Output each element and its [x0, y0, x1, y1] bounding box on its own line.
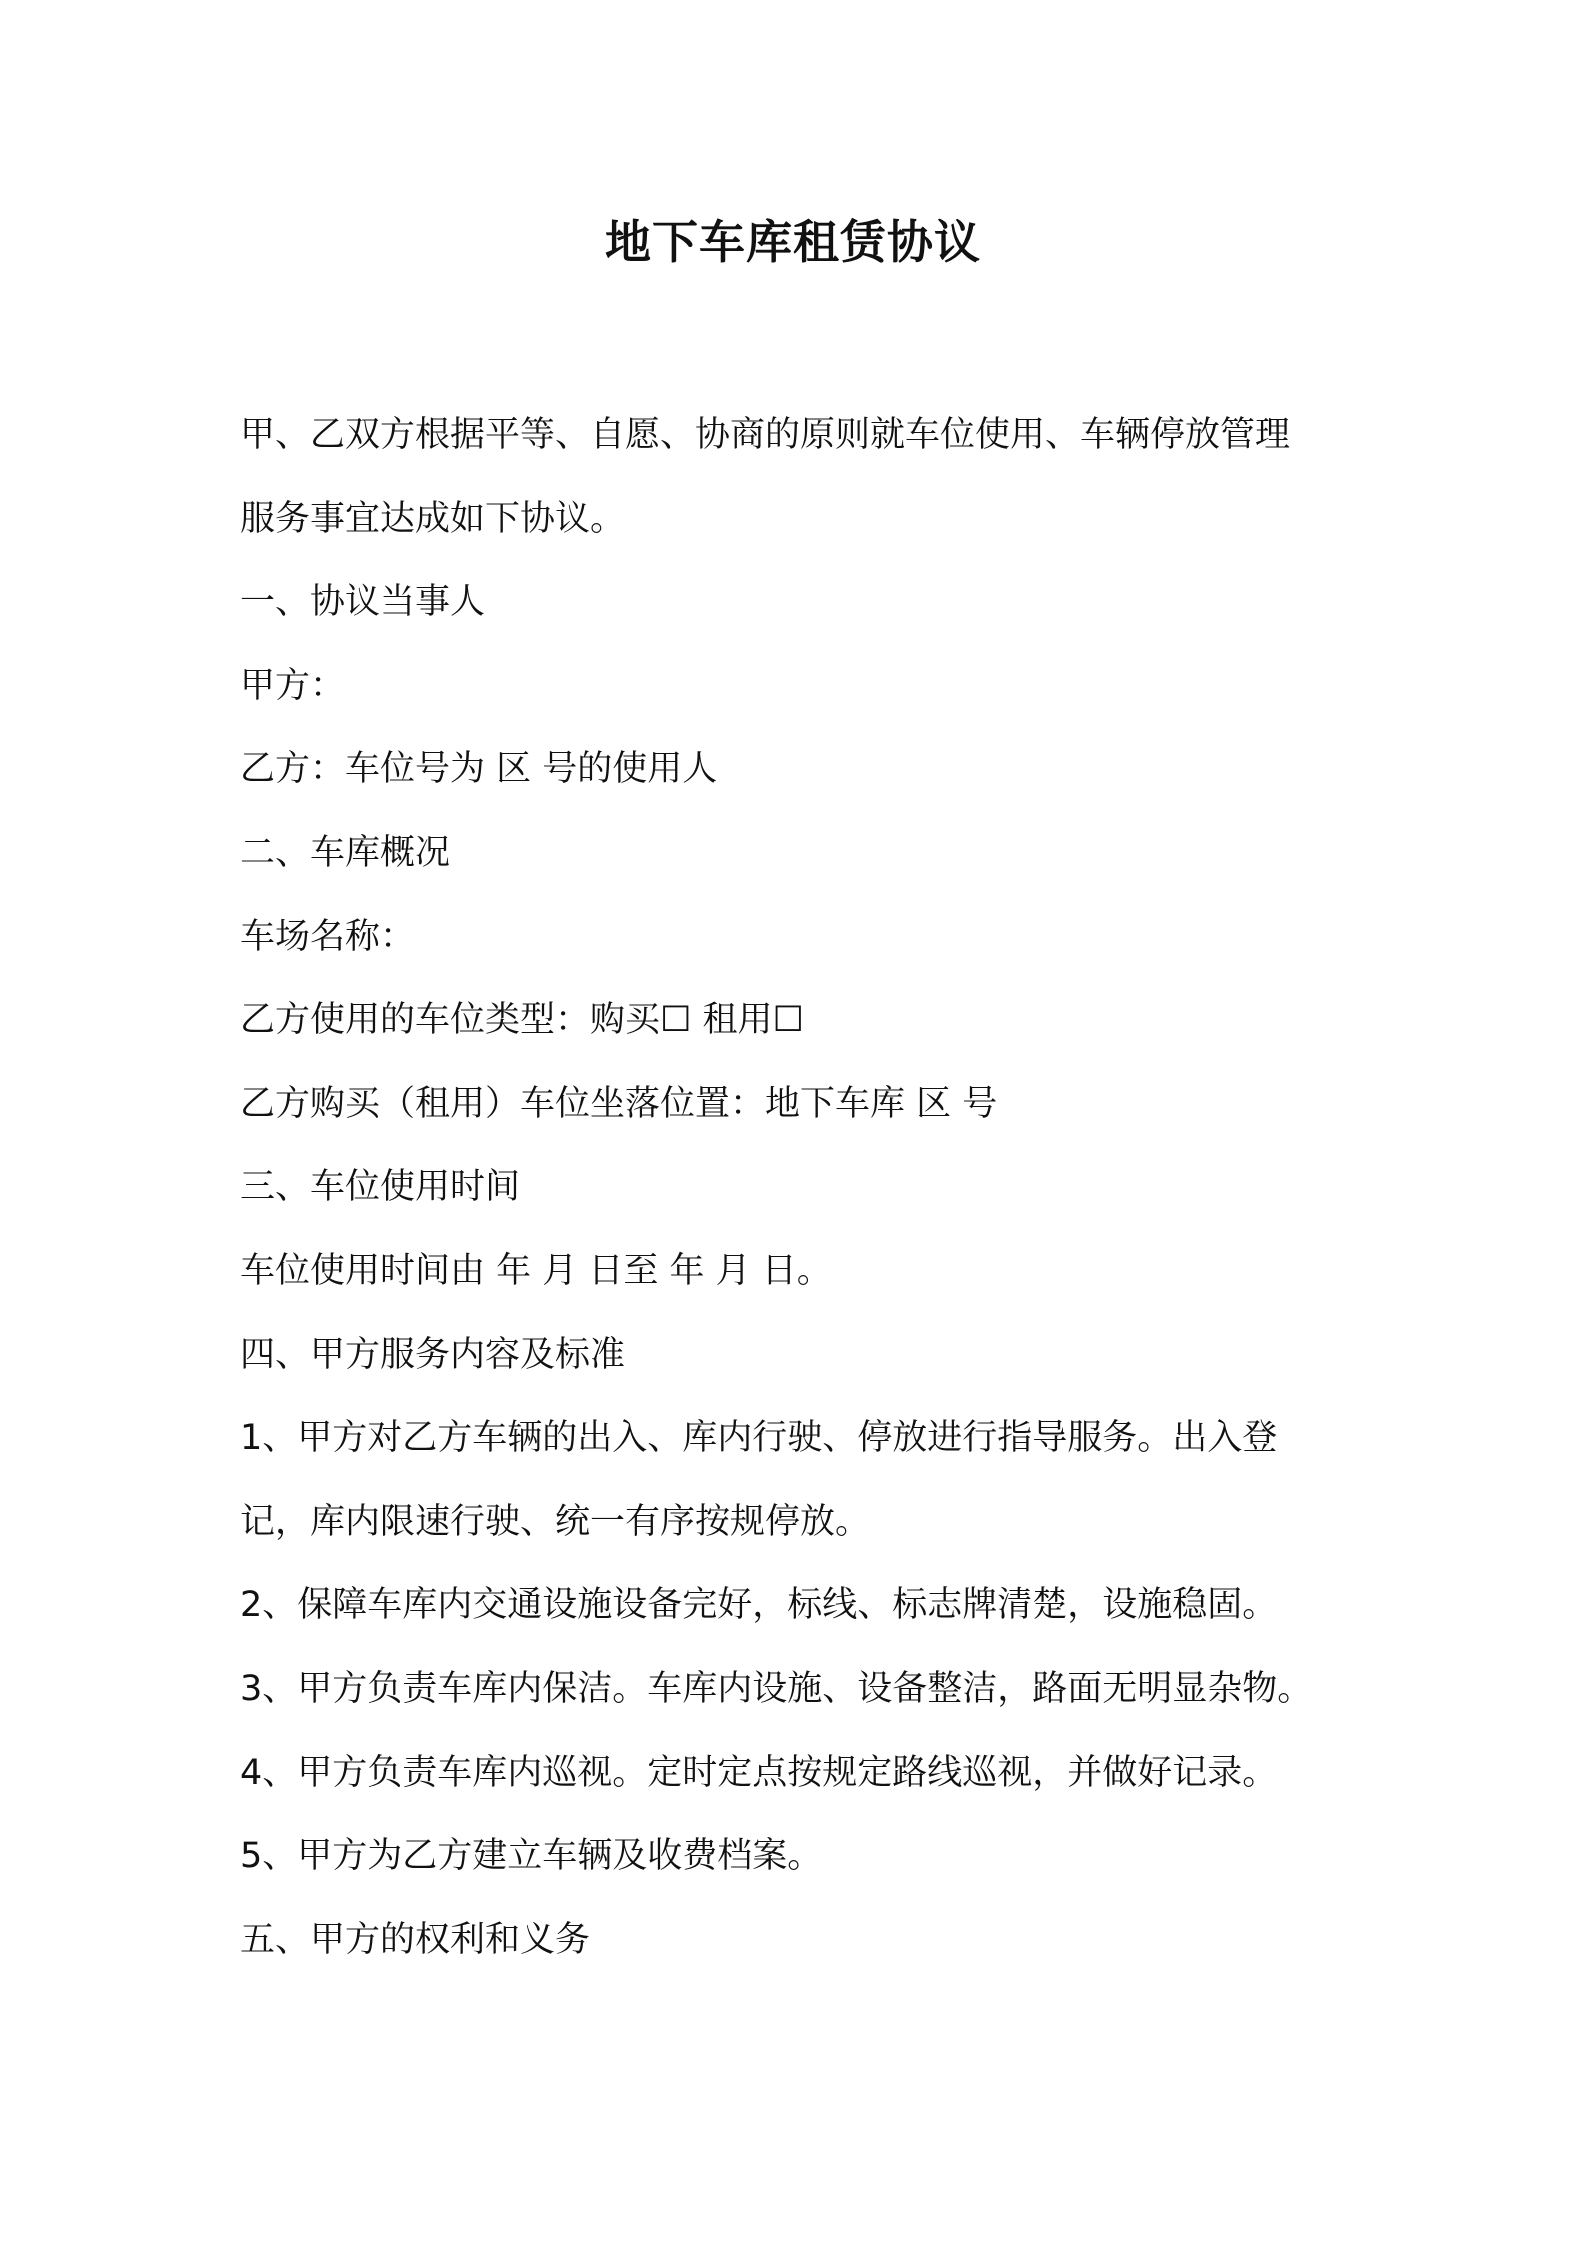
party-a-line: 甲方：: [240, 665, 346, 706]
party-b-line: 乙方：车位号为 区 号的使用人: [240, 749, 718, 790]
space-type-line: 乙方使用的车位类型：购买☐ 租用☐: [240, 1000, 804, 1041]
usage-period-line: 车位使用时间由 年 月 日至 年 月 日。: [240, 1250, 832, 1291]
body-line: 甲、乙双方根据平等、自愿、协商的原则就车位使用、车辆停放管理: [240, 415, 1291, 455]
garage-name-line: 车场名称：: [240, 916, 416, 957]
section-heading: 三、车位使用时间: [240, 1167, 521, 1208]
service-item-5: 5、甲方为乙方建立车辆及收费档案。: [240, 1836, 823, 1877]
section-heading: 二、车库概况: [240, 832, 451, 873]
section-heading: 五、甲方的权利和义务: [240, 1919, 591, 1960]
section-heading: 一、协议当事人: [240, 582, 486, 623]
space-location-line: 乙方购买（租用）车位坐落位置：地下车库 区 号: [240, 1083, 998, 1124]
body-line: 服务事宜达成如下协议。: [240, 498, 626, 539]
service-item-1-cont: 记，库内限速行驶、统一有序按规停放。: [240, 1501, 871, 1542]
service-item-4: 4、甲方负责车库内巡视。定时定点按规定路线巡视，并做好记录。: [240, 1752, 1278, 1793]
service-item-1: 1、甲方对乙方车辆的出入、库内行驶、停放进行指导服务。出入登: [240, 1418, 1278, 1459]
document-body: [240, 405, 1400, 1993]
service-item-3: 3、甲方负责车库内保洁。车库内设施、设备整洁，路面无明显杂物。: [240, 1668, 1313, 1709]
section-heading: 四、甲方服务内容及标准: [240, 1334, 626, 1375]
service-item-2: 2、保障车库内交通设施设备完好，标线、标志牌清楚，设施稳固。: [240, 1585, 1278, 1626]
document-title: 地下车库租赁协议: [605, 215, 981, 269]
